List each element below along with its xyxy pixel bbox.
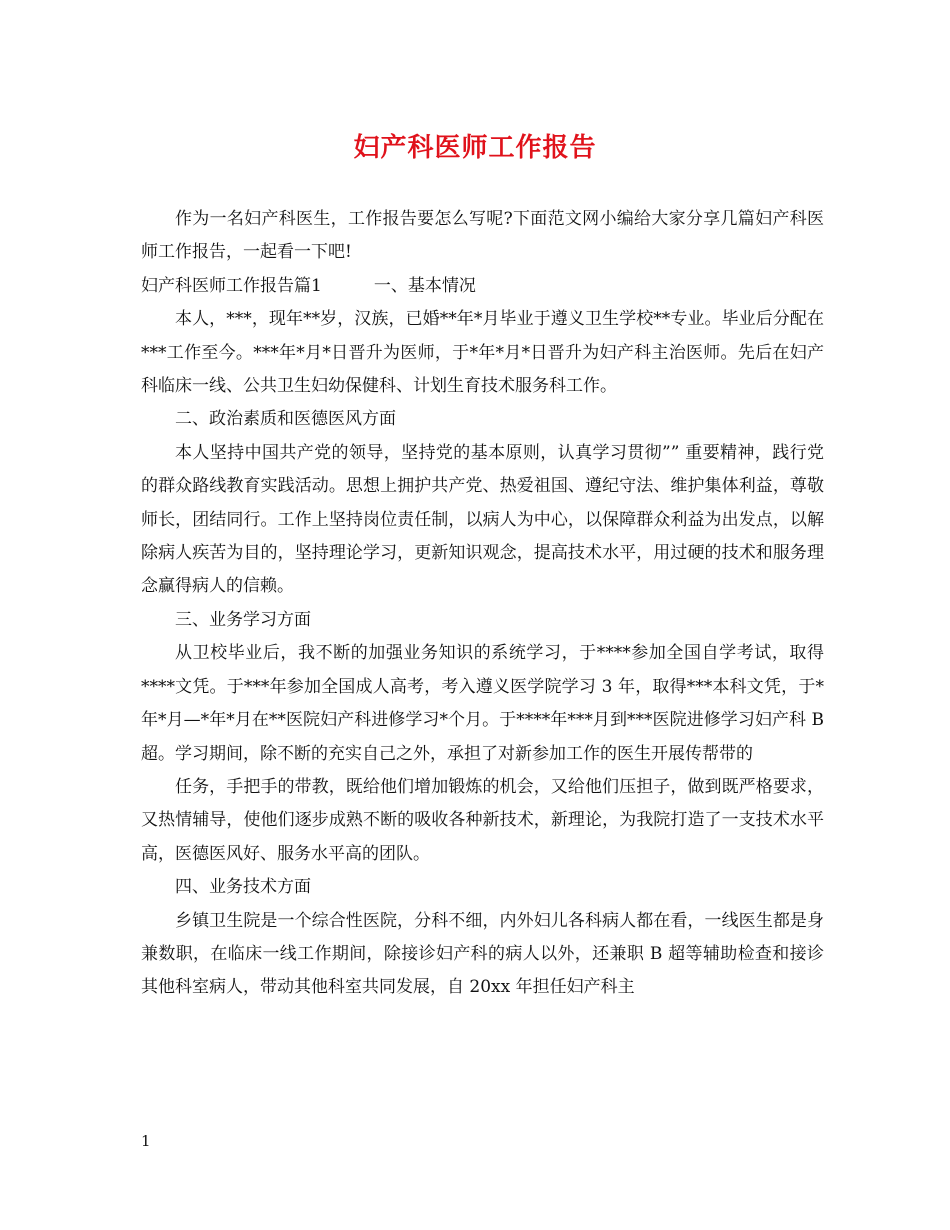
section-label: 妇产科医师工作报告篇1 bbox=[141, 275, 322, 296]
section-heading-basic: 一、基本情况 bbox=[373, 275, 476, 296]
section-heading-technique: 四、业务技术方面 bbox=[175, 877, 311, 898]
section-heading-study: 三、业务学习方面 bbox=[175, 609, 311, 630]
document-body bbox=[141, 203, 824, 1005]
paragraph-study: 从卫校毕业后，我不断的加强业务知识的系统学习，于****参加全国自学考试，取得****文凭。于***年参加全国成人高考，考入遵义医学院学习 3 年，取得***本科文凭，于*年*月—*年*月在**医院妇产科进修学习*个月。于****年***月到***医院进修学习妇产科 B 超。学习期间，除不断的充实自己之外，承担了对新参加工作的医生开展传帮带的 bbox=[141, 643, 824, 764]
page-number: 1 bbox=[141, 1132, 151, 1150]
paragraph-technique: 乡镇卫生院是一个综合性医院，分科不细，内外妇儿各科病人都在看，一线医生都是身兼数职，在临床一线工作期间，除接诊妇产科的病人以外，还兼职 B 超等辅助检查和接诊其他科室病人，带动其他科室共同发展，自 20xx 年担任妇产科主 bbox=[141, 910, 824, 998]
document-title: 妇产科医师工作报告 bbox=[353, 133, 597, 163]
section-heading-politics: 二、政治素质和医德医风方面 bbox=[175, 409, 396, 430]
paragraph-study-continued: 任务，手把手的带教，既给他们增加锻炼的机会，又给他们压担子，做到既严格要求，又热情辅导，使他们逐步成熟不断的吸收各种新技术，新理论，为我院打造了一支技术水平高，医德医风好、服务水平高的团队。 bbox=[141, 776, 824, 864]
intro-paragraph: 作为一名妇产科医生，工作报告要怎么写呢?下面范文网小编给大家分享几篇妇产科医师工作报告，一起看一下吧! bbox=[141, 209, 824, 263]
paragraph-basic-info: 本人，***，现年**岁，汉族，已婚**年*月毕业于遵义卫生学校**专业。毕业后分配在***工作至今。***年*月*日晋升为医师，于*年*月*日晋升为妇产科主治医师。先后在妇产科临床一线、公共卫生妇幼保健科、计划生育技术服务科工作。 bbox=[141, 309, 824, 397]
section-label-line bbox=[141, 270, 824, 303]
paragraph-politics: 本人坚持中国共产党的领导，坚持党的基本原则，认真学习贯彻”” 重要精神，践行党的群众路线教育实践活动。思想上拥护共产党、热爱祖国、遵纪守法、维护集体利益，尊敬师长，团结同行。工作上坚持岗位责任制，以病人为中心，以保障群众利益为出发点，以解除病人疾苦为目的，坚持理论学习，更新知识观念，提高技术水平，用过硬的技术和服务理念赢得病人的信赖。 bbox=[141, 442, 824, 597]
